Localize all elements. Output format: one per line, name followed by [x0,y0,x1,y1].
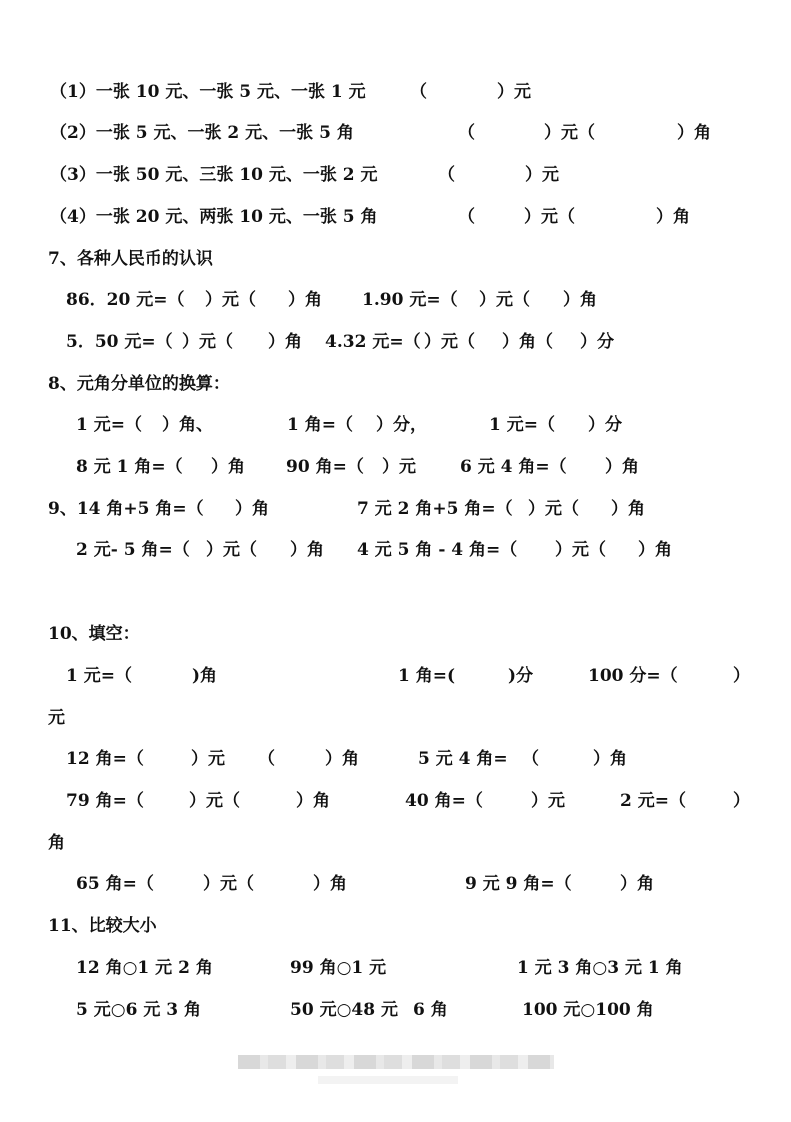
line-text-segment: （2）一张 5 元、一张 2 元、一张 5 角 [50,123,354,143]
line-text-segment: 6 角 [413,1000,448,1020]
line-text-segment: 4 元 5 角 - 4 角=（ [357,540,518,560]
line-text-segment: ） [733,791,750,811]
line-text-segment: ）角 [325,749,359,769]
line-text-segment: 100 元○100 角 [522,1000,654,1020]
line-text-segment: ）角 [677,123,711,143]
line-text-segment: ）角 [313,874,347,894]
line-text-segment: （1）一张 10 元、一张 5 元、一张 1 元 [50,82,366,102]
blurred-footer-sub [318,1076,458,1084]
line-text-segment: 50 元○48 元 [290,1000,398,1020]
line-text-segment: ）角 [605,457,639,477]
line-text-segment: ）元（ [524,207,575,227]
line-text-segment: 79 角=（ [66,791,144,811]
line-text-segment: 8 元 1 角=（ [76,457,183,477]
line-text-segment: ）元 [191,749,225,769]
line-text-segment: ）分， [376,415,427,435]
line-text-segment: （ [410,82,427,102]
line-text-segment: 7、各种人民币的认识 [48,249,213,269]
line-text-segment: （4）一张 20 元、两张 10 元、一张 5 角 [50,207,378,227]
line-text-segment: 99 角○1 元 [290,958,387,978]
line-text-segment: 4.32 元=（ [325,332,421,352]
line-text-segment: ）角 [296,791,330,811]
line-text-segment: 1.90 元=（ [362,290,458,310]
line-text-segment: ）元（ [555,540,606,560]
line-text-segment: ）元（ [544,123,595,143]
line-text-segment: ）角 [656,207,690,227]
line-text-segment: ）角 [563,290,597,310]
line-text-segment: 1 元=（ [76,415,142,435]
line-text-segment: （ [458,123,475,143]
line-text-segment: 1 元=（ [66,666,132,686]
line-text-segment: ）分 [588,415,622,435]
line-text-segment: 6 元 4 角=（ [460,457,567,477]
line-text-segment: ） [733,666,750,686]
line-text-segment: 5 元 4 角= [418,749,508,769]
line-text-segment: 65 角=（ [76,874,154,894]
line-text-segment: ）角 [290,540,324,560]
line-text-segment: ）元（ [205,290,256,310]
line-text-segment: ）元 [531,791,565,811]
line-text-segment: 1 角=（ [287,415,353,435]
line-text-segment: ）元（ [206,540,257,560]
line-text-segment: ）角 [611,499,645,519]
line-text-segment: 86．20 元=（ [66,290,185,310]
line-text-segment: 元 [48,708,65,728]
line-text-segment: ）角 [235,499,269,519]
line-text-segment: 12 角○1 元 2 角 [76,958,213,978]
line-text-segment: ）元 [497,82,531,102]
line-text-segment: )角 [192,666,218,686]
line-text-segment: 90 角=（ [286,457,364,477]
blurred-footer [238,1055,554,1069]
line-text-segment: （3）一张 50 元、三张 10 元、一张 2 元 [50,165,378,185]
line-text-segment: 8、元角分单位的换算： [48,374,230,394]
line-text-segment: 9、14 角+5 角=（ [48,499,204,519]
line-text-segment: （ [438,165,455,185]
line-text-segment: ）角 [593,749,627,769]
line-text-segment: 10、填空： [48,624,140,644]
line-text-segment: 7 元 2 角+5 角=（ [357,499,513,519]
line-text-segment: ）角 [211,457,245,477]
line-text-segment: )分 [508,666,534,686]
line-text-segment: 1 角=( [398,666,456,686]
line-text-segment: 5．50 元=（ [66,332,173,352]
line-text-segment: 5 元○6 元 3 角 [76,1000,201,1020]
line-text-segment: ）元（ [203,874,254,894]
line-text-segment: ）角 [620,874,654,894]
line-text-segment: 2 元=（ [620,791,686,811]
line-text-segment: 2 元- 5 角=（ [76,540,190,560]
line-text-segment: （ [258,749,275,769]
line-text-segment: ）角 [288,290,322,310]
line-text-segment: ）角 [268,332,302,352]
line-text-segment: 1 元 3 角○3 元 1 角 [517,958,683,978]
line-text-segment: ）元（ [424,332,475,352]
line-text-segment: ）元 [382,457,416,477]
line-text-segment: ）元（ [189,791,240,811]
line-text-segment: （ [458,207,475,227]
line-text-segment: ）角、 [162,415,213,435]
line-text-segment: 11、比较大小 [48,916,157,936]
line-text-segment: ）角（ [502,332,553,352]
line-text-segment: ）分 [580,332,614,352]
line-text-segment: ）元 [525,165,559,185]
line-text-segment: （ [522,749,539,769]
line-text-segment: 9 元 9 角=（ [465,874,572,894]
line-text-segment: 40 角=（ [405,791,483,811]
line-text-segment: 12 角=（ [66,749,144,769]
line-text-segment: ）元（ [479,290,530,310]
line-text-segment: 100 分=（ [588,666,678,686]
line-text-segment: ）角 [638,540,672,560]
line-text-segment: 角 [48,833,65,853]
line-text-segment: 1 元=（ [489,415,555,435]
line-text-segment: ）元（ [182,332,233,352]
line-text-segment: ）元（ [528,499,579,519]
